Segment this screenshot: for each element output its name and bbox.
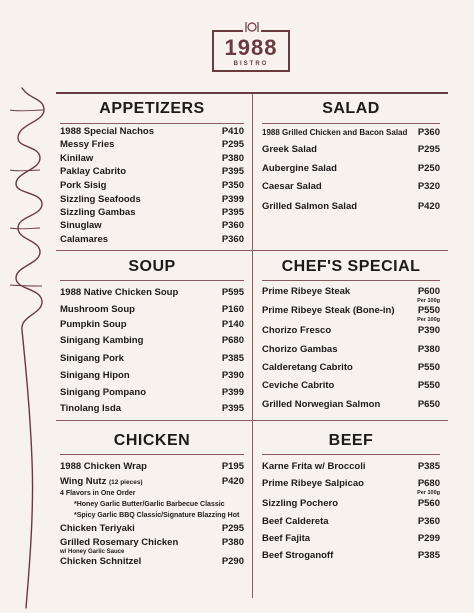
- item-name: Chicken Schnitzel: [60, 556, 142, 567]
- item-name: 1988 Special Nachos: [60, 126, 154, 137]
- item-price: P680: [221, 335, 244, 346]
- item-price: P360: [221, 234, 244, 245]
- brand-year: 1988: [224, 35, 278, 60]
- brand-name: BISTRO: [233, 61, 269, 67]
- item-name: Beef Fajita: [262, 533, 311, 544]
- menu-item: [262, 181, 440, 193]
- price-unit: Per 100g: [417, 298, 440, 304]
- item-name: Chorizo Gambas: [262, 344, 338, 355]
- menu-item: [262, 344, 440, 356]
- menu-item: [262, 380, 440, 392]
- item-price: P650: [417, 399, 440, 410]
- section-title: BEEF: [328, 432, 374, 449]
- item-price: P360: [417, 516, 440, 527]
- item-name: Tinolang Isda: [60, 403, 122, 414]
- menu-item: [60, 319, 244, 331]
- menu-item: [60, 220, 244, 232]
- menu-item: [262, 163, 440, 175]
- item-price: [417, 305, 440, 323]
- item-price: P295: [221, 139, 244, 150]
- item-price: [417, 286, 440, 304]
- menu-item: [60, 403, 244, 415]
- item-price: P290: [221, 556, 244, 567]
- item-name: Greek Salad: [262, 144, 317, 155]
- menu-item: [262, 478, 440, 496]
- item-price: P420: [417, 201, 440, 212]
- item-price: P410: [221, 126, 244, 137]
- item-name: Pork Sisig: [60, 180, 107, 191]
- item-name: Sizzling Pochero: [262, 498, 339, 509]
- menu-item: [60, 153, 244, 165]
- item-name: Grilled Salmon Salad: [262, 201, 358, 212]
- price-value: P600: [417, 286, 440, 297]
- item-price: P385: [221, 353, 244, 364]
- item-name: [60, 537, 178, 556]
- item-name: Sinigang Pork: [60, 353, 124, 364]
- item-name: 1988 Native Chicken Soup: [60, 287, 179, 298]
- section-beef: [262, 432, 440, 592]
- menu-item: [60, 139, 244, 151]
- item-name: Calamares: [60, 234, 109, 245]
- item-name: Mushroom Soup: [60, 304, 135, 315]
- section-title: CHICKEN: [113, 432, 191, 449]
- item-price: P320: [417, 181, 440, 192]
- section-underline: [60, 123, 244, 124]
- menu-item: [262, 127, 440, 139]
- menu-item: [60, 353, 244, 365]
- section-title: APPETIZERS: [99, 100, 205, 117]
- menu-item: [60, 287, 244, 299]
- menu-item: [60, 387, 244, 399]
- item-name: 1988 Grilled Chicken and Bacon Salad: [262, 128, 408, 137]
- menu-script-lettering: [0, 80, 60, 613]
- menu-item: [60, 461, 244, 473]
- menu-item: [60, 537, 244, 556]
- item-price: P385: [417, 550, 440, 561]
- item-price: P385: [417, 461, 440, 472]
- menu-item: [60, 370, 244, 382]
- item-price: P560: [417, 498, 440, 509]
- menu-item: [262, 286, 440, 304]
- item-price: P380: [417, 344, 440, 355]
- item-price: P420: [221, 476, 244, 487]
- menu-item: [60, 207, 244, 219]
- section-soup: [60, 258, 244, 418]
- item-price: P550: [417, 362, 440, 373]
- menu-item: [262, 498, 440, 510]
- section-underline: [262, 123, 440, 124]
- item-name: Sizzling Seafoods: [60, 194, 141, 205]
- item-price: P360: [221, 220, 244, 231]
- item-name: Grilled Norwegian Salmon: [262, 399, 381, 410]
- price-unit: Per 100g: [417, 317, 440, 323]
- section-chicken: [60, 432, 244, 592]
- item-name: Prime Ribeye Steak: [262, 286, 351, 297]
- item-price: P160: [221, 304, 244, 315]
- menu-item: [262, 461, 440, 473]
- section-underline: [262, 280, 440, 281]
- menu-item: [262, 305, 440, 323]
- item-price: P295: [221, 523, 244, 534]
- item-name-text: Wing Nutz: [60, 476, 107, 487]
- menu-item: [60, 523, 244, 535]
- section-underline: [60, 454, 244, 455]
- item-name: Messy Fries: [60, 139, 115, 150]
- menu-item: [60, 180, 244, 192]
- item-name: Beef Stroganoff: [262, 550, 334, 561]
- menu-item: [262, 201, 440, 213]
- item-price: P399: [221, 387, 244, 398]
- menu-item: [262, 399, 440, 411]
- item-price: P380: [221, 153, 244, 164]
- item-name: Sinuglaw: [60, 220, 102, 231]
- menu-item: [60, 126, 244, 138]
- item-price: P595: [221, 287, 244, 298]
- menu-item: [60, 304, 244, 316]
- menu-item: [262, 533, 440, 545]
- item-price: P250: [417, 163, 440, 174]
- item-price: [417, 478, 440, 496]
- item-name: Sinigang Hipon: [60, 370, 130, 381]
- menu-item: [262, 550, 440, 562]
- item-price: P395: [221, 166, 244, 177]
- section-title: CHEF'S SPECIAL: [281, 258, 421, 275]
- menu-item: [262, 516, 440, 528]
- item-name: Pumpkin Soup: [60, 319, 127, 330]
- item-price: P350: [221, 180, 244, 191]
- section-underline: [60, 280, 244, 281]
- item-name: Ceviche Cabrito: [262, 380, 335, 391]
- section-underline: [262, 454, 440, 455]
- item-price: P380: [221, 537, 244, 548]
- menu-item: [60, 476, 244, 489]
- item-name: Prime Ribeye Steak (Bone-in): [262, 305, 395, 316]
- item-qualifier: (12 pieces): [109, 479, 143, 486]
- brand-logo: [212, 30, 290, 72]
- item-name: Aubergine Salad: [262, 163, 337, 174]
- item-name: Paklay Cabrito: [60, 166, 126, 177]
- menu-item: [60, 194, 244, 206]
- item-price: P390: [417, 325, 440, 336]
- item-price: P360: [417, 127, 440, 138]
- price-value: P680: [417, 478, 440, 489]
- menu-item: [60, 556, 244, 568]
- item-price: P399: [221, 194, 244, 205]
- fork-plate-knife-icon: [243, 21, 261, 33]
- menu-item: [60, 335, 244, 347]
- item-name: [60, 476, 143, 489]
- menu-item: [262, 362, 440, 374]
- item-name: Sinigang Kambing: [60, 335, 144, 346]
- item-name: 1988 Chicken Wrap: [60, 461, 147, 472]
- item-price: P299: [417, 533, 440, 544]
- wing-note: *Spicy Garlic BBQ Classic/Signature Blazzing Hot: [74, 512, 240, 519]
- item-name: Sinigang Pompano: [60, 387, 147, 398]
- menu-item: [60, 234, 244, 246]
- item-name: Karne Frita w/ Broccoli: [262, 461, 366, 472]
- section-appetizers: [60, 100, 244, 248]
- price-unit: Per 100g: [417, 490, 440, 496]
- section-title: SOUP: [128, 258, 176, 275]
- section-salad: [262, 100, 440, 248]
- menu-item: [262, 325, 440, 337]
- item-price: P395: [221, 207, 244, 218]
- price-value: P550: [417, 305, 440, 316]
- item-name: Beef Caldereta: [262, 516, 329, 527]
- column-divider: [252, 94, 253, 598]
- item-price: P140: [221, 319, 244, 330]
- item-sub: w/ Honey Garlic Sauce: [60, 549, 125, 555]
- wing-note: 4 Flavors in One Order: [60, 490, 136, 497]
- item-price: P390: [221, 370, 244, 381]
- item-name: Prime Ribeye Salpicao: [262, 478, 364, 489]
- item-price: P550: [417, 380, 440, 391]
- item-name: Chicken Teriyaki: [60, 523, 135, 534]
- section-title: SALAD: [322, 100, 380, 117]
- item-name: Kinilaw: [60, 153, 94, 164]
- item-name: Caesar Salad: [262, 181, 322, 192]
- item-price: P295: [417, 144, 440, 155]
- item-name: Sizzling Gambas: [60, 207, 136, 218]
- menu-item: [60, 166, 244, 178]
- wing-note: *Honey Garlic Butter/Garlic Barbecue Classic: [74, 501, 225, 508]
- item-name-text: Grilled Rosemary Chicken: [60, 537, 179, 548]
- item-name: Calderetang Cabrito: [262, 362, 353, 373]
- section-chefs-special: [262, 258, 440, 418]
- menu-item: [262, 144, 440, 156]
- item-price: P395: [221, 403, 244, 414]
- item-name: Chorizo Fresco: [262, 325, 332, 336]
- item-price: P195: [221, 461, 244, 472]
